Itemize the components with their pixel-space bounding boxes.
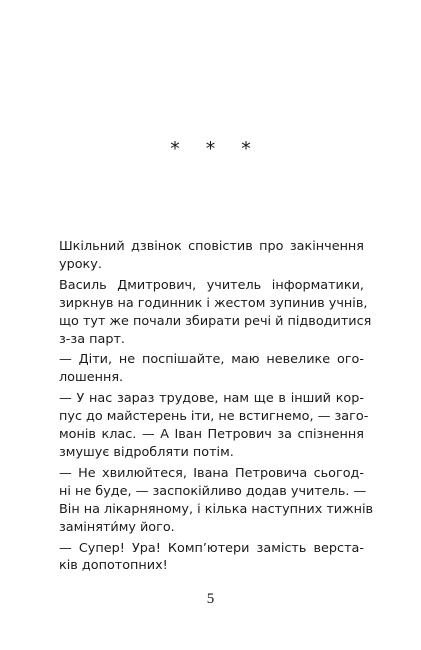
paragraph xyxy=(59,351,364,387)
section-separator: * * * xyxy=(170,138,261,160)
page-number: 5 xyxy=(206,591,215,607)
text-line: Шкільний дзвінок сповістив про закінчення xyxy=(59,239,364,254)
text-line: заміняти́му його. xyxy=(59,519,175,535)
paragraph xyxy=(59,390,369,462)
text-line: з-за парт. xyxy=(59,331,125,347)
paragraph xyxy=(59,540,364,576)
paragraph xyxy=(59,277,372,349)
text-line: — Супер! Ура! Комп’ютери замість верста- xyxy=(59,540,364,556)
text-line: — Діти, не поспішайте, маю невелике ого- xyxy=(59,352,364,368)
text-line: пус до майстерень іти, не встигнемо, — заго- xyxy=(59,409,369,425)
text-line: Василь Дмитрович, учитель інформатики, xyxy=(59,277,364,293)
text-line: — Не хвилюйтеся, Івана Петровича сьогод- xyxy=(59,465,364,481)
text-line: лошення. xyxy=(59,370,124,386)
text-line: Він на лікарняному, і кілька наступних тижнів xyxy=(59,501,374,517)
text-line: ків допотопних! xyxy=(59,558,168,574)
paragraph xyxy=(59,465,374,537)
body-text xyxy=(59,238,374,575)
text-line: ні не буде, — заспокійливо додав учитель. — xyxy=(59,483,367,499)
text-line: монів клас. — А Іван Петрович за спізнення xyxy=(59,427,364,443)
text-line: зиркнув на годинник і жестом зупинив учнів, xyxy=(59,295,368,311)
text-line: змушує відробляти потім. xyxy=(59,444,234,460)
text-line: уроку. xyxy=(59,256,102,272)
text-line: — У нас зараз трудове, нам ще в інший кор- xyxy=(59,391,364,407)
paragraph xyxy=(59,238,364,274)
text-line: що тут же почали збирати речі й підводитися xyxy=(59,313,372,329)
